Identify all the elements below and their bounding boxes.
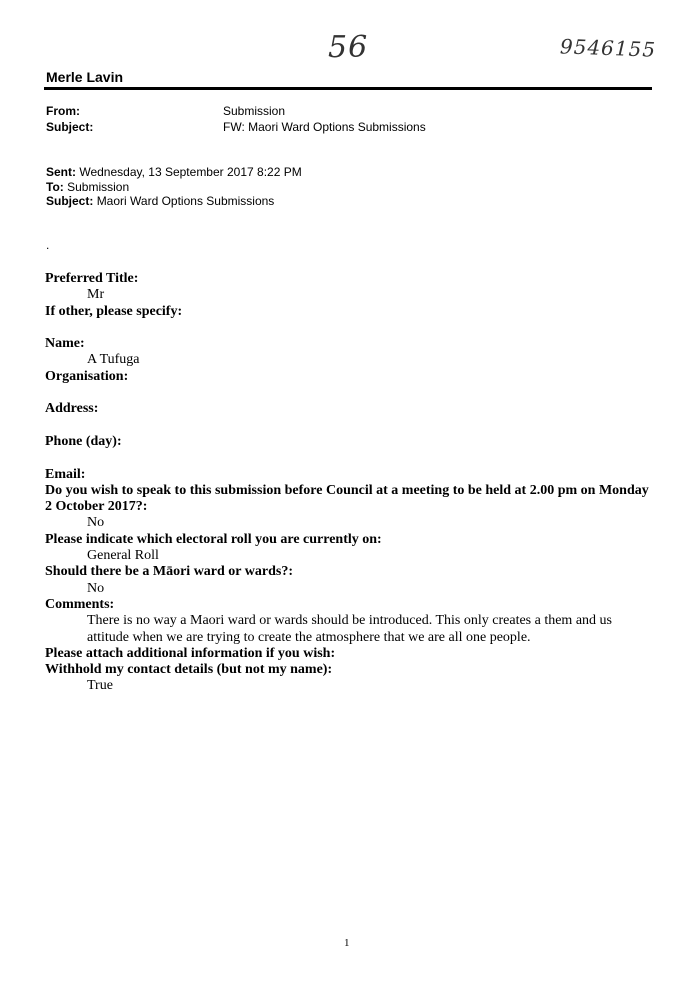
ward-value: No: [87, 580, 105, 596]
withhold-value: True: [87, 678, 113, 694]
email-label: Email:: [45, 466, 86, 482]
subject-value: FW: Maori Ward Options Submissions: [223, 120, 426, 134]
to-line: [46, 180, 129, 194]
sent-label: Sent:: [46, 165, 76, 179]
name-value: A Tufuga: [87, 352, 140, 368]
roll-label: Please indicate which electoral roll you are currently on:: [45, 531, 382, 547]
from-label: From:: [46, 104, 80, 118]
subject2-value: Maori Ward Options Submissions: [96, 194, 275, 208]
subject2-line: [46, 194, 274, 208]
phone-label: Phone (day):: [45, 433, 122, 449]
handwritten-reference: 9546155: [559, 34, 657, 62]
ward-label: Should there be a Māori ward or wards?:: [45, 564, 293, 580]
comments-label: Comments:: [45, 596, 115, 612]
comments-value: There is no way a Maori ward or wards should be introduced. This only creates a them and us attitude when we are trying to create the atmosphere that we are all one people.: [87, 613, 612, 645]
speak-label: Do you wish to speak to this submission before Council at a meeting to be held at 2.00 pm on Monday 2 October 2017?:: [45, 482, 649, 515]
to-value: Submission: [67, 180, 130, 194]
subject2-label: Subject:: [46, 194, 94, 208]
from-value: Submission: [223, 104, 286, 118]
speak-value: No: [87, 515, 105, 531]
if-other-label: If other, please specify:: [45, 303, 183, 319]
to-label: To:: [46, 180, 64, 194]
preferred-title-value: Mr: [87, 287, 105, 303]
attach-label: Please attach additional information if you wish:: [45, 645, 336, 661]
handwritten-number: 56: [328, 30, 369, 65]
organisation-label: Organisation:: [45, 368, 129, 384]
stray-dot: .: [46, 238, 50, 252]
address-label: Address:: [45, 401, 99, 417]
subject-label: Subject:: [46, 120, 94, 134]
sent-line: [46, 165, 302, 179]
email-author: Merle Lavin: [46, 69, 124, 85]
sent-value: Wednesday, 13 September 2017 8:22 PM: [79, 165, 302, 179]
preferred-title-label: Preferred Title:: [45, 271, 139, 286]
submission-form: [45, 271, 655, 695]
withhold-label: Withhold my contact details (but not my name):: [45, 662, 333, 678]
page-number: 1: [344, 937, 350, 949]
name-label: Name:: [45, 336, 85, 352]
roll-value: General Roll: [87, 548, 159, 564]
header-rule: [44, 87, 652, 90]
